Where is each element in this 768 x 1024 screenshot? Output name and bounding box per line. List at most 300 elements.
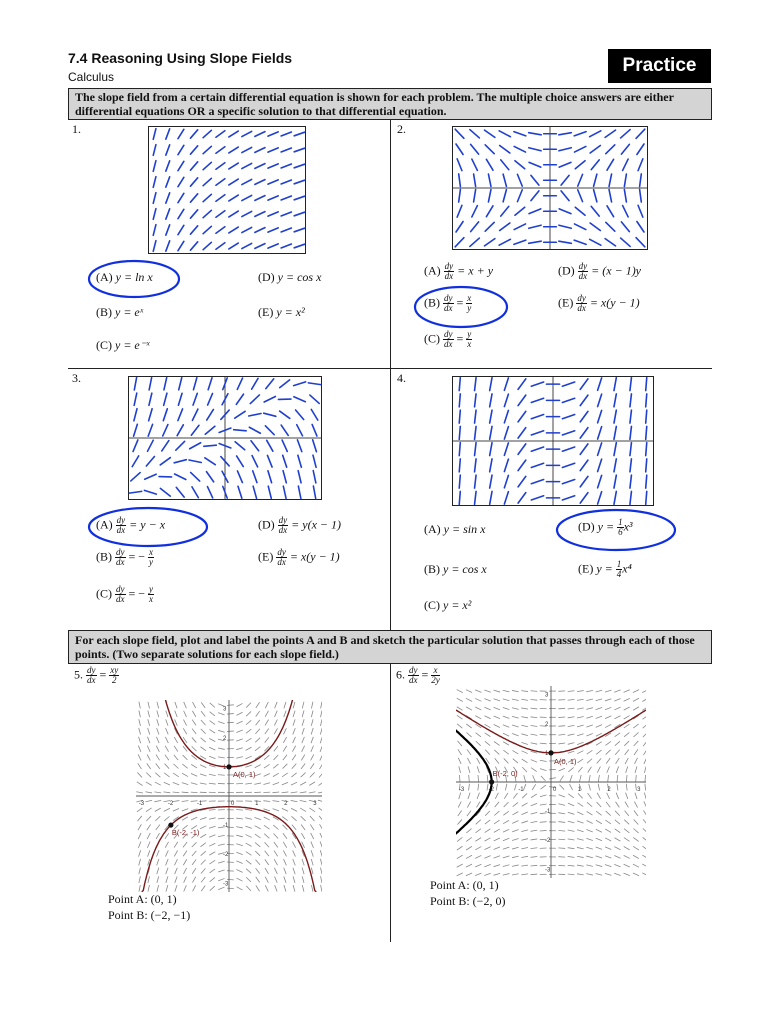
slope-segment (174, 755, 178, 760)
slope-segment (486, 802, 490, 808)
slope-segment (182, 773, 188, 776)
slope-segment (577, 751, 583, 754)
slope-segment (485, 820, 490, 824)
slope-segment (192, 711, 195, 717)
x-tick-label: -3 (458, 787, 465, 793)
slope-segment (484, 699, 490, 701)
problem-4-option-d[interactable]: (D) y = $\frac{1}{6}$ x³ (578, 517, 633, 537)
slope-segment (293, 711, 295, 717)
slope-segment (320, 754, 322, 760)
slope-segment (165, 755, 169, 761)
y-tick-label: -2 (545, 838, 551, 845)
problem-2-option-d[interactable]: (D) $\frac{dy}{dx}$ = (x − 1)y (558, 261, 642, 281)
slope-segment (624, 741, 629, 746)
slope-segment (494, 699, 500, 701)
slope-segment (193, 885, 196, 891)
slope-segment (264, 755, 269, 759)
slope-segment (559, 795, 565, 797)
slope-segment (466, 873, 472, 876)
slope-segment (605, 741, 610, 745)
slope-segment (615, 829, 621, 833)
slope-segment (522, 767, 527, 772)
slope-segment (531, 821, 538, 822)
slope-segment (311, 737, 313, 743)
slope-segment (503, 716, 509, 718)
slope-segment (616, 802, 620, 808)
slope-segment (633, 732, 638, 737)
slope-segment (540, 734, 547, 735)
slope-segment (643, 749, 646, 755)
slope-segment (155, 782, 161, 785)
slope-segment (283, 842, 287, 848)
slope-segment (275, 885, 277, 891)
slope-segment (139, 719, 141, 726)
answer-circle-2 (412, 284, 510, 330)
slope-segment (494, 829, 500, 832)
slope-segment (139, 711, 141, 718)
slope-segment (605, 820, 611, 824)
slope-segment (636, 775, 637, 782)
slope-segment (256, 877, 260, 883)
slope-segment (608, 775, 609, 782)
point-b-label: B(-2, -1) (171, 828, 200, 838)
slope-segment (175, 719, 178, 725)
slope-segment (635, 793, 637, 799)
slope-segment (466, 837, 472, 841)
slope-segment (301, 755, 304, 761)
slope-segment (586, 708, 593, 710)
point-b (168, 822, 173, 827)
slope-segment (183, 720, 186, 726)
slope-segment (614, 690, 620, 692)
slope-segment (476, 829, 481, 833)
slope-segment (165, 737, 168, 743)
slope-segment (175, 885, 177, 891)
slope-segment (568, 874, 575, 875)
slope-segment (540, 795, 547, 797)
slope-segment (586, 865, 593, 867)
slope-segment (540, 760, 547, 761)
slope-segment (475, 690, 481, 693)
slope-segment (274, 711, 277, 717)
slope-segment (484, 864, 490, 866)
slope-segment (302, 719, 304, 725)
slope-segment (541, 785, 546, 789)
slope-segment (282, 817, 287, 821)
slope-segment (237, 712, 243, 715)
problem-4-option-c[interactable]: (C) y = x² (424, 598, 472, 612)
slope-segment (531, 803, 537, 805)
slope-segment (605, 847, 611, 850)
slope-segment (634, 741, 639, 746)
slope-segment (494, 856, 500, 858)
problem-1-option-e[interactable]: (E) y = x² (258, 305, 305, 319)
slope-segment (503, 829, 509, 832)
problem-1-option-c[interactable]: (C) y = e⁻ˣ (96, 338, 150, 352)
slope-segment (236, 818, 243, 819)
slope-segment (137, 808, 142, 812)
x-tick-label: -1 (518, 787, 524, 793)
slope-segment (148, 885, 150, 892)
slope-segment (274, 746, 278, 751)
slope-segment (476, 802, 480, 808)
slope-segment (201, 738, 206, 742)
slope-segment (503, 725, 509, 728)
slope-segment (494, 716, 500, 719)
field-frame (149, 127, 306, 254)
slope-segment (477, 793, 479, 799)
slope-segment (301, 763, 305, 768)
slope-segment (234, 430, 246, 431)
slope-segment (596, 820, 602, 823)
problem-6-point-b: Point B: (−2, 0) (430, 894, 506, 908)
slope-segment (466, 846, 472, 850)
slope-segment (165, 746, 168, 752)
slope-segment (605, 865, 611, 867)
slope-segment (282, 773, 288, 777)
slope-segment (173, 792, 180, 793)
slope-segment (148, 850, 150, 856)
slope-segment (166, 719, 168, 725)
slope-segment (577, 725, 584, 727)
y-tick-label: 1 (545, 750, 549, 757)
slope-segment (147, 754, 150, 760)
slope-segment (644, 758, 646, 764)
slope-segment (521, 821, 527, 823)
slope-segment (577, 812, 583, 815)
slope-segment (209, 747, 215, 750)
slope-segment (284, 859, 287, 865)
slope-segment (192, 859, 196, 864)
slope-segment (485, 741, 490, 745)
slope-segment (475, 716, 481, 719)
slope-segment (246, 756, 252, 759)
slope-segment (512, 708, 519, 710)
slope-segment (174, 842, 178, 848)
y-tick-label: 2 (545, 721, 549, 728)
slope-segment (614, 707, 620, 710)
slope-segment (319, 763, 322, 769)
problem-3-option-d[interactable]: (D) $\frac{dy}{dx}$ = y(x − 1) (258, 515, 342, 535)
slope-segment (318, 800, 322, 802)
slope-segment (282, 782, 288, 785)
slope-segment (191, 817, 197, 820)
problem-2-option-e[interactable]: (E) $\frac{dy}{dx}$ = x(y − 1) (558, 293, 640, 313)
slope-segment (512, 830, 518, 832)
slope-segment (531, 734, 538, 735)
slope-segment (157, 868, 159, 874)
slope-segment (264, 825, 270, 829)
slope-segment (558, 830, 565, 831)
slope-segment (275, 877, 278, 883)
solution-graph-6 (456, 686, 646, 878)
slope-segment (596, 865, 603, 867)
slope-segment (614, 847, 620, 850)
slope-segment (218, 818, 225, 819)
slope-segment (147, 833, 150, 839)
slope-segment (293, 850, 296, 856)
slope-segment (311, 746, 314, 752)
slope-segment (265, 868, 268, 874)
slope-segment (321, 702, 322, 709)
slope-segment (577, 865, 584, 866)
slope-segment (236, 861, 242, 864)
slope-segment (292, 825, 296, 830)
slope-segment (617, 775, 618, 782)
problem-3-option-e[interactable]: (E) $\frac{dy}{dx}$ = x(y − 1) (258, 547, 340, 567)
slope-segment (625, 750, 629, 755)
slope-segment (577, 839, 584, 841)
slope-segment (293, 868, 295, 874)
slope-segment (577, 821, 583, 823)
point-a (548, 750, 553, 755)
slope-segment (579, 775, 581, 782)
slope-segment (201, 729, 206, 734)
slope-segment (311, 868, 313, 875)
slope-segment (476, 733, 481, 737)
slope-segment (183, 755, 188, 760)
problem-3-option-a[interactable]: (A) $\frac{dy}{dx}$ = y − x (96, 515, 166, 535)
slope-segment (218, 887, 224, 890)
slope-segment (192, 868, 196, 874)
slope-segment (643, 810, 646, 816)
slope-segment (484, 690, 490, 692)
slope-segment (522, 803, 528, 806)
slope-segment (459, 410, 460, 423)
slope-segment (302, 859, 304, 865)
problem-2-option-a[interactable]: (A) $\frac{dy}{dx}$ = x + y (424, 261, 494, 281)
slope-segment (182, 801, 189, 802)
slope-segment (139, 876, 141, 883)
slope-segment (210, 877, 215, 881)
slope-segment (625, 811, 629, 816)
slope-segment (522, 751, 528, 754)
problem-2-option-b[interactable]: (B) $\frac{dy}{dx}$ = $\frac{x}{y}$ (424, 293, 472, 313)
slope-segment (605, 856, 611, 858)
slope-segment (166, 868, 168, 874)
slope-segment (624, 820, 629, 825)
slope-segment (459, 459, 460, 472)
slope-segment (311, 885, 312, 892)
slope-segment (311, 719, 313, 726)
slope-segment (531, 708, 538, 709)
slope-segment (645, 775, 646, 782)
slope-segment (173, 773, 179, 777)
slope-segment (166, 876, 168, 882)
slope-segment (282, 808, 288, 811)
slope-segment (272, 801, 279, 802)
slope-segment (139, 850, 141, 856)
problem-4-option-e[interactable]: (E) y = $\frac{1}{4}$ x⁴ (578, 559, 632, 579)
point-b-label: B(-2, 0) (492, 769, 518, 778)
slope-segment (173, 808, 179, 811)
problem-1-option-d[interactable]: (D) y = cos x (258, 270, 322, 284)
slope-segment (624, 864, 630, 867)
x-tick-label: 1 (577, 787, 582, 793)
slope-segment (475, 698, 481, 701)
slope-segment (605, 707, 611, 709)
slope-segment (626, 793, 628, 799)
slope-segment (578, 759, 584, 763)
slope-segment (284, 885, 286, 891)
slope-segment (512, 821, 518, 824)
slope-segment (459, 793, 461, 800)
slope-segment (255, 765, 261, 768)
slope-segment (273, 783, 279, 785)
point-b (489, 779, 494, 784)
slope-segment (568, 812, 574, 814)
slope-segment (568, 830, 575, 831)
slope-segment (568, 743, 575, 745)
slope-segment (320, 842, 322, 848)
slope-segment (607, 767, 610, 773)
slope-segment (236, 757, 243, 759)
slope-segment (302, 711, 304, 718)
slope-segment (209, 729, 215, 733)
slope-segment (643, 741, 646, 746)
point-a (226, 764, 231, 769)
slope-segment (614, 856, 620, 859)
slope-segment (255, 843, 260, 847)
slope-segment (284, 868, 287, 874)
slope-segment (175, 702, 177, 708)
solution-curve-b (456, 728, 492, 837)
y-tick-label: -3 (545, 867, 551, 874)
problem-1-option-a[interactable]: (A) y = ln x (96, 270, 153, 284)
slope-segment (478, 784, 479, 791)
slope-segment (558, 726, 565, 727)
slope-segment (309, 792, 316, 793)
slope-segment (624, 698, 630, 701)
slope-segment (274, 868, 277, 874)
problem-1-option-b[interactable]: (B) y = eˣ (96, 305, 144, 319)
slope-segment (255, 834, 261, 838)
slope-segment (457, 690, 463, 693)
answer-circle-3 (86, 504, 212, 550)
slope-segment (311, 754, 314, 760)
problem-3-option-b[interactable]: (B) $\frac{dy}{dx}$ = − $\frac{x}{y}$ (96, 547, 154, 567)
slope-segment (264, 773, 270, 776)
slope-segment (578, 767, 582, 772)
slope-segment (157, 885, 159, 892)
slope-segment (634, 802, 637, 808)
slope-segment (173, 764, 178, 769)
slope-segment (245, 809, 252, 810)
slope-segment (607, 793, 610, 799)
slope-segment (643, 828, 646, 833)
slope-segment (513, 793, 517, 798)
slope-segment (284, 702, 286, 708)
problem-2-option-c[interactable]: (C) $\frac{dy}{dx}$ = $\frac{y}{x}$ (424, 329, 472, 349)
slope-segment (633, 855, 639, 858)
slope-segment (320, 850, 322, 856)
slope-segment (512, 847, 519, 849)
slope-segment (633, 707, 639, 710)
slope-segment (310, 772, 315, 777)
slope-segment (265, 728, 269, 734)
slope-segment (138, 824, 142, 830)
answer-circle-1 (86, 258, 182, 300)
slope-segment (256, 885, 260, 891)
slope-segment (321, 876, 322, 883)
problem-4-option-b[interactable]: (B) y = cos x (424, 562, 487, 576)
slope-segment (633, 724, 638, 728)
slope-segment (148, 702, 150, 709)
slope-segment (272, 792, 279, 793)
slope-segment (283, 850, 286, 856)
slope-segment (263, 792, 270, 793)
slope-segment (148, 737, 150, 743)
slope-segment (191, 783, 198, 785)
slope-segment (148, 876, 150, 883)
slope-segment (263, 801, 270, 802)
slope-segment (301, 773, 306, 778)
slope-segment (210, 703, 215, 708)
slope-segment (319, 808, 322, 812)
slope-segment (139, 859, 141, 866)
slope-segment (209, 809, 216, 810)
slope-segment (540, 822, 547, 823)
slope-segment (183, 859, 186, 865)
slope-segment (586, 733, 592, 736)
slope-segment (309, 782, 315, 786)
slope-segment (596, 874, 603, 876)
slope-segment (635, 766, 637, 773)
slope-segment (644, 801, 646, 807)
slope-segment (164, 792, 171, 793)
slope-segment (174, 850, 177, 856)
slope-segment (495, 793, 498, 799)
slope-segment (495, 758, 499, 763)
column-divider-top (390, 120, 391, 630)
slope-segment (503, 699, 510, 701)
slope-segment (457, 715, 463, 719)
slope-segment (644, 793, 646, 800)
slope-segment (283, 764, 288, 769)
slope-segment (624, 838, 630, 842)
slope-segment (586, 874, 593, 875)
slope-segment (597, 802, 602, 807)
slope-segment (200, 765, 206, 768)
slope-segment (531, 768, 537, 772)
slope-segment (496, 784, 497, 791)
slope-segment (192, 729, 196, 734)
slope-segment (626, 784, 627, 791)
point-a-label: A(0, 1) (554, 756, 577, 766)
slope-segment (605, 838, 611, 841)
x-tick-label: 3 (637, 787, 641, 793)
slope-segment (466, 732, 471, 736)
slope-segment (494, 865, 500, 867)
slope-segment (522, 759, 528, 763)
slope-segment (605, 690, 611, 692)
slope-segment (311, 833, 314, 839)
problem-3-option-c[interactable]: (C) $\frac{dy}{dx}$ = − $\frac{y}{x}$ (96, 584, 154, 604)
slope-segment (503, 733, 509, 736)
problem-4-option-a[interactable]: (A) y = sin x (424, 522, 486, 536)
slope-segment (264, 809, 270, 811)
slope-segment (596, 811, 601, 815)
slope-segment (577, 830, 584, 832)
slope-segment (265, 720, 269, 726)
slope-segment (503, 874, 510, 876)
slope-segment (646, 410, 647, 423)
slope-segment (209, 826, 215, 828)
slope-segment (646, 459, 647, 472)
slope-segment (503, 847, 509, 849)
solution-graph-5 (136, 700, 322, 892)
slope-segment (624, 716, 630, 719)
